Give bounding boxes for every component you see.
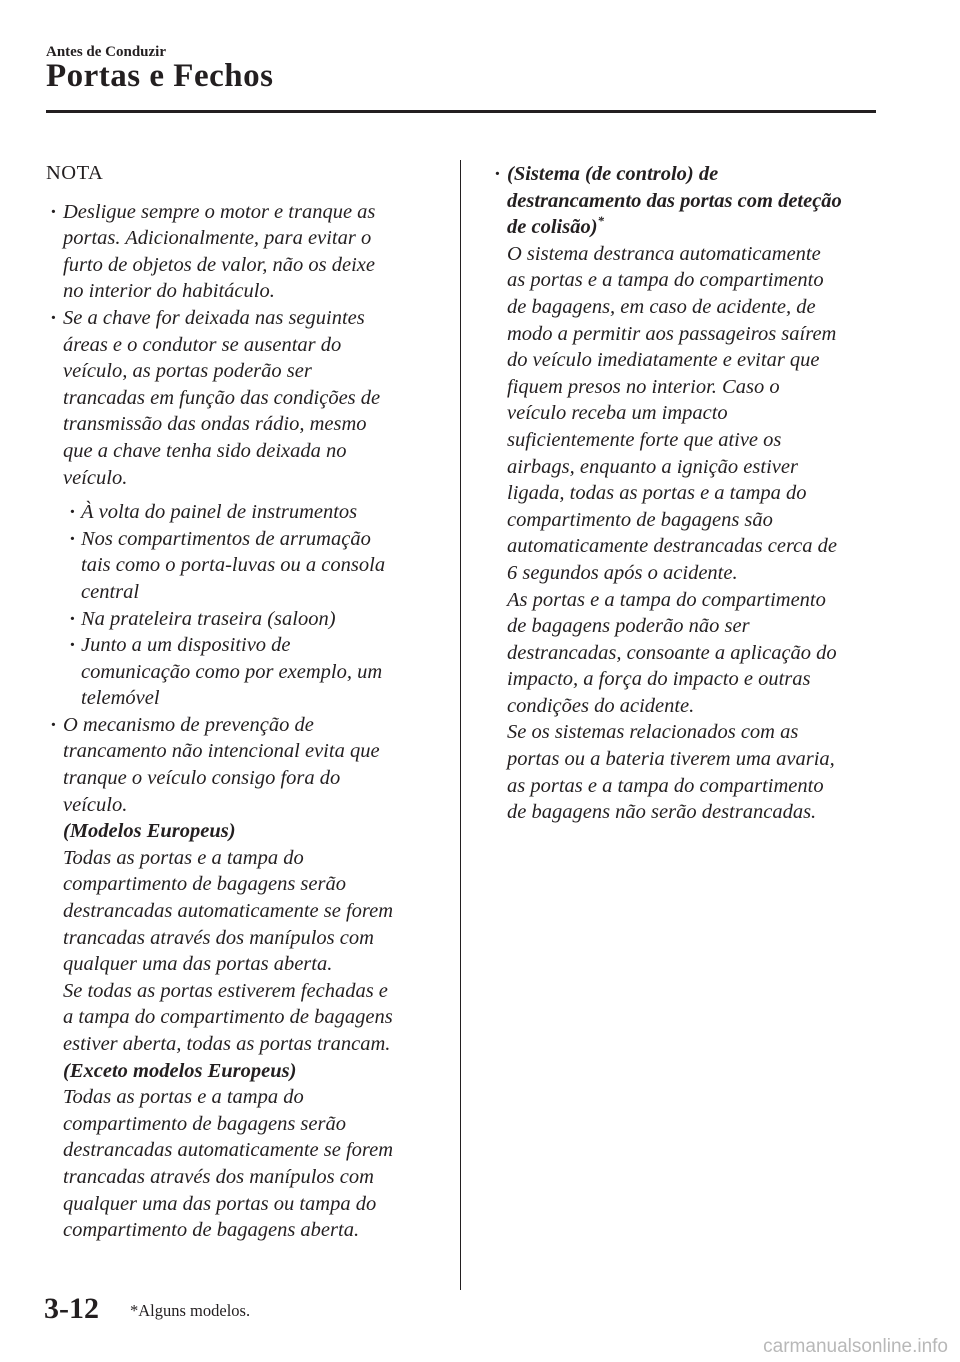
heading-crash-unlock-system	[507, 161, 890, 241]
text-line: destrancadas, consoante a aplicação do	[507, 641, 837, 664]
text-line: Todas as portas e a tampa do	[63, 846, 304, 869]
text-line: áreas e o condutor se ausentar do	[63, 333, 342, 356]
paragraph-crash-unlock-limitations	[507, 587, 890, 720]
text-line: trancadas através dos manípulos com	[63, 1165, 374, 1188]
text-line: condições do acidente.	[507, 694, 695, 717]
sub-item-instrument-panel	[46, 499, 446, 526]
paragraph-crash-unlock-description	[507, 241, 890, 587]
text-line: · Se a chave for deixada nas seguintes	[63, 306, 365, 329]
column-divider	[460, 160, 461, 1290]
text-line: fiquem presos no interior. Caso o	[507, 375, 780, 398]
text-line: veículo.	[63, 466, 128, 489]
sub-item-rear-shelf	[46, 606, 446, 633]
text-line: compartimento de bagagens serão	[63, 1112, 346, 1135]
text-line: de bagagens não serão destrancadas.	[507, 801, 817, 824]
text-line: veículo receba um impacto	[507, 402, 728, 425]
text-line: compartimento de bagagens serão	[63, 873, 346, 896]
heading-non-european-models: (Exceto modelos Europeus)	[63, 1059, 297, 1082]
lockout-prevention-text	[63, 712, 446, 818]
text-line: impacto, a força do impacto e outras	[507, 668, 811, 691]
text-line: que a chave tenha sido deixada no	[63, 439, 347, 462]
text-line: · Desligue sempre o motor e tranque as	[63, 200, 376, 223]
text-line: do veículo imediatamente e evitar que	[507, 349, 820, 372]
text-line: destrancadas automaticamente se forem	[63, 900, 394, 923]
text-line: · Junto a um dispositivo de	[81, 634, 291, 657]
text-line: comunicação como por exemplo, um	[81, 660, 383, 683]
text-line: destrancadas automaticamente se forem	[63, 1139, 394, 1162]
text-line: a tampa do compartimento de bagagens	[63, 1006, 393, 1029]
some-models-asterisk: *	[597, 213, 605, 229]
text-line: furto de objetos de valor, não os deixe	[63, 253, 376, 276]
section-label: Antes de Conduzir	[46, 44, 167, 60]
footnote: *Alguns modelos.	[130, 1301, 251, 1320]
text-line: trancadas através dos manípulos com	[63, 926, 374, 949]
text-line: trancamento não intencional evita que	[63, 740, 380, 763]
text-line: As portas e a tampa do compartimento	[507, 588, 826, 611]
text-line: tais como o porta-luvas ou a consola	[81, 554, 386, 577]
paragraph-european-models	[63, 845, 446, 1058]
text-line: estiver aberta, todas as portas trancam.	[63, 1033, 391, 1055]
paragraph-non-european-models	[63, 1084, 446, 1244]
text-line: · (Sistema (de controlo) de	[507, 163, 719, 185]
note-label: NOTA	[46, 162, 104, 184]
text-line: as portas e a tampa do compartimento	[507, 774, 824, 797]
text-line: qualquer uma das portas aberta.	[63, 953, 333, 976]
left-column	[46, 160, 446, 1244]
sub-item-communication-device	[46, 632, 446, 712]
text-line: qualquer uma das portas ou tampa do	[63, 1192, 377, 1215]
text-line: telemóvel	[81, 687, 160, 710]
text-line: compartimento de bagagens são	[507, 508, 773, 531]
text-line: as portas e a tampa do compartimento	[507, 269, 824, 292]
text-line: de colisão)	[507, 216, 598, 239]
text-line: suficientemente forte que ative os	[507, 428, 782, 451]
bullet-lock-doors	[46, 199, 446, 305]
text-line: automaticamente destrancadas cerca de	[507, 535, 838, 558]
paragraph-crash-unlock-malfunction	[507, 719, 890, 825]
heading-crash-unlock-lines	[507, 161, 890, 238]
text-line: · Na prateleira traseira (saloon)	[81, 607, 336, 630]
header-rule	[46, 110, 876, 113]
text-line: destrancamento das portas com deteção	[507, 189, 842, 212]
text-line: Todas as portas e a tampa do	[63, 1086, 304, 1109]
page-number: 3-12	[44, 1292, 99, 1325]
bullet-lockout-prevention	[46, 712, 446, 1244]
watermark: carmanualsonline.info	[763, 1336, 948, 1357]
text-line: no interior do habitáculo.	[63, 280, 275, 303]
text-line: veículo.	[63, 793, 128, 816]
text-line: tranque o veículo consigo fora do	[63, 767, 341, 790]
text-line: 6 segundos após o acidente.	[507, 561, 738, 584]
bullet-crash-unlock-system	[490, 161, 890, 826]
text-line: de bagagens, em caso de acidente, de	[507, 295, 816, 318]
text-line: central	[81, 580, 140, 603]
text-line: Se todas as portas estiverem fechadas e	[63, 979, 388, 1002]
text-line: ligada, todas as portas e a tampa do	[507, 482, 807, 505]
text-line: de bagagens poderão não ser	[507, 615, 750, 638]
key-areas-list	[46, 499, 446, 712]
text-line: trancadas em função das condições de	[63, 386, 381, 409]
text-line: modo a permitir aos passageiros saírem	[507, 322, 837, 345]
text-line: portas. Adicionalmente, para evitar o	[63, 227, 372, 250]
text-line: · Nos compartimentos de arrumação	[81, 527, 371, 550]
text-line: Se os sistemas relacionados com as	[507, 721, 799, 744]
text-line: transmissão das ondas rádio, mesmo	[63, 413, 367, 436]
page-title: Portas e Fechos	[46, 58, 274, 94]
text-line: · O mecanismo de prevenção de	[63, 713, 314, 736]
text-line: · À volta do painel de instrumentos	[81, 501, 358, 524]
text-line: O sistema destranca automaticamente	[507, 242, 821, 265]
sub-item-storage-compartments	[46, 526, 446, 606]
text-line: portas ou a bateria tiverem uma avaria,	[507, 748, 835, 771]
text-line: airbags, enquanto a ignição estiver	[507, 455, 798, 478]
heading-european-models: (Modelos Europeus)	[63, 820, 236, 843]
text-line: compartimento de bagagens aberta.	[63, 1219, 360, 1242]
text-line: veículo, as portas poderão ser	[63, 360, 312, 383]
bullet-key-left-areas	[46, 305, 446, 491]
right-column	[490, 161, 890, 826]
